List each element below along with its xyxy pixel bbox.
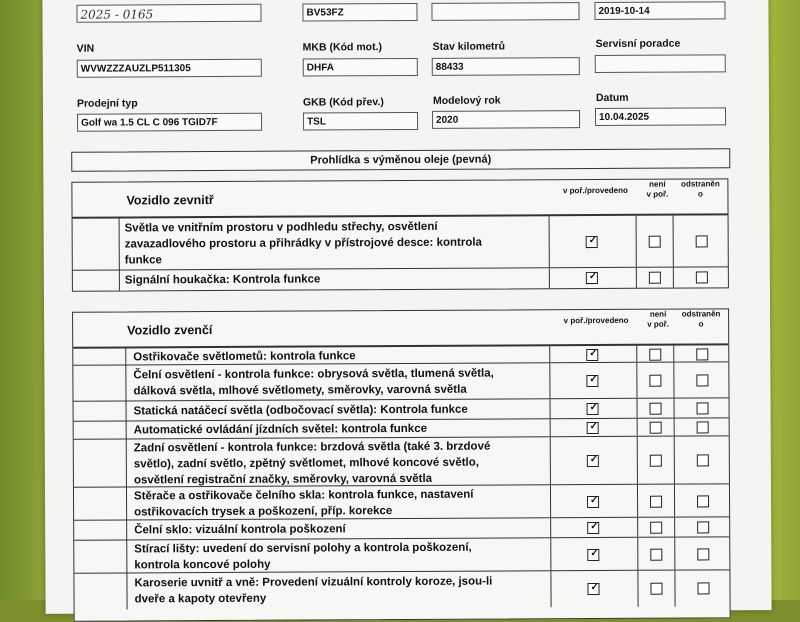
not_ok-cell <box>636 268 674 288</box>
not_ok-cell <box>637 399 675 418</box>
fixed-checkbox[interactable] <box>697 521 709 533</box>
done-cell <box>549 268 637 288</box>
date-label: Datum <box>595 91 629 105</box>
checklist-item-text <box>134 521 346 538</box>
not_ok-cell <box>636 216 674 267</box>
checklist-item-line: Signální houkačka: Kontrola funkce <box>124 273 321 287</box>
vin-field[interactable]: WVWZZZAUZLP511305 <box>77 59 262 78</box>
checklist-item-text <box>134 439 491 489</box>
checklist-item-line: dálková světla, mlhové světlomety, směrovky, varovná světla <box>133 383 467 398</box>
checklist-item-text <box>134 402 468 420</box>
done-checkbox[interactable] <box>587 522 599 534</box>
checkmark-icon: ✓ <box>589 421 599 433</box>
checkmark-icon: ✓ <box>588 271 598 283</box>
not-ok-checkbox[interactable] <box>649 349 661 361</box>
not-ok-checkbox[interactable] <box>650 403 662 415</box>
row-divider <box>126 439 127 486</box>
checklist-item-line: ostřikovacích trysek a poškození, příp. korekce <box>134 505 393 519</box>
checklist-item-line: světlo), zadní světlo, zpětný světlomet, mlhové koncové světlo, <box>133 456 479 471</box>
checklist-item-line: osvětlení registrační značky, směrovky, varovná světla <box>133 472 433 487</box>
model-year-field[interactable]: 2020 <box>432 110 580 129</box>
checklist-row <box>74 436 729 487</box>
row-divider <box>126 487 127 519</box>
fixed-cell <box>673 267 730 287</box>
checkmark-icon: ✓ <box>590 581 599 594</box>
checkmark-icon: ✓ <box>589 348 598 360</box>
mkb-field[interactable]: DHFA <box>303 58 418 77</box>
col-done-label: v poř./provedeno <box>562 185 628 196</box>
checkmark-icon: ✓ <box>589 454 599 466</box>
checklist-item-line: kontrola koncové polohy <box>134 558 271 572</box>
checklist-item-text <box>134 487 474 521</box>
km-label: Stav kilometrů <box>432 40 506 53</box>
not_ok-cell <box>637 485 675 517</box>
row-divider <box>126 540 127 572</box>
checklist-row <box>74 537 729 573</box>
section-exterior <box>72 308 731 621</box>
license-plate-field[interactable]: BV53FZ <box>302 3 417 22</box>
section-exterior-title: Vozidlo zvenčí <box>127 323 213 338</box>
fixed-cell <box>673 362 730 397</box>
done-cell <box>550 399 638 418</box>
fixed-cell <box>673 345 730 361</box>
done-checkbox[interactable] <box>587 403 599 415</box>
checklist-item-text <box>125 219 482 269</box>
advisor-label: Servisní poradce <box>595 37 681 51</box>
fixed-checkbox[interactable] <box>697 582 709 594</box>
checkmark-icon: ✓ <box>589 402 598 414</box>
checkmark-icon: ✓ <box>590 547 599 560</box>
checklist-item-line: Čelní osvětlení - kontrola funkce: obrysová světla, tlumená světla, <box>133 367 494 382</box>
checklist-row <box>73 267 728 290</box>
checklist-item-line: Statická natáčecí světla (odbočovací světla): Kontrola funkce <box>133 403 468 418</box>
row-divider <box>119 271 120 291</box>
km-field[interactable]: 88433 <box>432 57 580 76</box>
checklist-item-line: zavazadlového prostoru a přihrádky v přístrojové desce: kontrola <box>124 236 482 251</box>
first-registration-field[interactable]: 2019-10-14 <box>594 1 725 20</box>
not-ok-checkbox[interactable] <box>649 375 661 387</box>
not_ok-cell <box>637 419 675 436</box>
fixed-cell <box>674 517 731 536</box>
checklist-item-text <box>125 271 321 288</box>
checklist-item-line: Stěrače a ostřikovače čelního skla: kontrola funkce, nastavení <box>133 488 474 503</box>
date-field[interactable]: 10.04.2025 <box>595 107 726 126</box>
checklist-item-text <box>134 540 472 574</box>
checklist-item-line: dveře a kapoty otevřeny <box>134 592 267 606</box>
section-interior-title: Vozidlo zevnitř <box>126 193 214 208</box>
not_ok-cell <box>636 363 674 398</box>
advisor-field[interactable] <box>595 54 726 73</box>
col-fixed-label: odstraněn o <box>681 309 721 329</box>
done-checkbox[interactable] <box>586 272 598 284</box>
inspection-title: Prohlídka s výměnou oleje (pevná) <box>71 148 730 171</box>
fixed-checkbox[interactable] <box>696 374 708 386</box>
col-fixed-label: odstraněn o <box>681 179 720 199</box>
not-ok-checkbox[interactable] <box>650 583 662 595</box>
done-checkbox[interactable] <box>587 422 599 434</box>
fixed-cell <box>674 436 731 483</box>
checklist-item-line: Ostřikovače světlometů: kontrola funkce <box>133 350 356 364</box>
checkmark-icon: ✓ <box>588 235 598 247</box>
done-cell <box>550 419 638 436</box>
done-cell <box>550 571 638 607</box>
not_ok-cell <box>637 437 675 484</box>
checklist-item-line: Světla ve vnitřním prostoru v podhledu střechy, osvětlení <box>124 220 438 235</box>
checklist-row <box>74 570 729 609</box>
fixed-checkbox[interactable] <box>697 548 709 560</box>
checklist-row <box>73 362 728 401</box>
not-ok-checkbox[interactable] <box>650 549 662 561</box>
done-cell <box>549 216 637 267</box>
fixed-cell <box>674 484 731 516</box>
fixed-checkbox[interactable] <box>697 454 709 466</box>
sales-type-label: Prodejní typ <box>76 97 138 110</box>
done-cell <box>550 437 638 484</box>
not_ok-cell <box>636 346 674 362</box>
done-checkbox[interactable] <box>587 496 599 508</box>
section-exterior-header <box>73 309 728 348</box>
col-not-ok-label: není v poř. <box>647 309 670 329</box>
not_ok-cell <box>637 538 675 570</box>
done-checkbox[interactable] <box>587 583 599 595</box>
checklist-item-text <box>133 348 355 365</box>
done-cell <box>550 538 638 570</box>
done-checkbox[interactable] <box>586 375 598 387</box>
fixed-checkbox[interactable] <box>697 421 709 433</box>
not-ok-checkbox[interactable] <box>650 496 662 508</box>
mkb-label: MKB (Kód mot.) <box>302 41 383 54</box>
done-cell <box>549 346 637 362</box>
not-ok-checkbox[interactable] <box>650 422 662 434</box>
fixed-checkbox[interactable] <box>697 495 709 507</box>
section-interior-header <box>72 179 727 218</box>
not_ok-cell <box>637 571 675 607</box>
fixed-checkbox[interactable] <box>696 348 708 360</box>
vin-label: VIN <box>76 42 95 55</box>
col-not-ok-label: není v poř. <box>646 179 669 199</box>
done-checkbox[interactable] <box>586 236 598 248</box>
row-divider <box>125 365 126 400</box>
checklist-item-line: Čelní sklo: vizuální kontrola poškození <box>134 523 346 537</box>
not-ok-checkbox[interactable] <box>650 522 662 534</box>
checkmark-icon: ✓ <box>589 374 598 386</box>
done-cell <box>550 485 638 517</box>
checkmark-icon: ✓ <box>590 495 599 507</box>
not-ok-checkbox[interactable] <box>649 272 661 284</box>
done-checkbox[interactable] <box>587 549 599 561</box>
row-divider <box>126 401 127 420</box>
inspection-form <box>42 0 771 614</box>
fixed-checkbox[interactable] <box>696 271 708 283</box>
sales-type-field[interactable]: Golf wa 1.5 CL C 096 TGID7F <box>77 113 262 132</box>
row-divider <box>126 573 127 609</box>
row-divider <box>126 520 127 539</box>
fixed-cell <box>674 418 731 435</box>
checklist-item-line: Stírací lišty: uvedení do servisní polohy a kontrola poškození, <box>134 541 472 556</box>
row-divider <box>119 219 120 270</box>
fixed-cell <box>673 215 730 266</box>
checklist-item-line: funkce <box>124 254 162 267</box>
checklist-item-line: Karoserie uvnitř a vně: Provedení vizuální kontroly koroze, jsou-li <box>134 575 493 590</box>
checklist-row <box>73 215 728 270</box>
checklist-item-text <box>134 574 492 608</box>
checklist-item-text <box>133 366 494 400</box>
section-interior <box>71 178 729 291</box>
gkb-field[interactable]: TSL <box>303 112 418 131</box>
row-divider <box>125 348 126 364</box>
fixed-cell <box>674 398 731 417</box>
done-cell <box>550 518 638 537</box>
checkmark-icon: ✓ <box>590 521 599 533</box>
empty-field[interactable] <box>431 2 579 21</box>
done-checkbox[interactable] <box>586 349 598 361</box>
gkb-label: GKB (Kód přev.) <box>302 96 384 109</box>
fixed-cell <box>674 537 731 569</box>
not-ok-checkbox[interactable] <box>649 236 661 248</box>
order-number-field[interactable]: 2025 - 0165 <box>76 4 261 23</box>
not_ok-cell <box>637 518 675 537</box>
fixed-cell <box>674 570 731 606</box>
col-done-label: v poř./provedeno <box>563 315 629 326</box>
fixed-checkbox[interactable] <box>696 235 708 247</box>
done-checkbox[interactable] <box>587 455 599 467</box>
model-year-label: Modelový rok <box>432 94 501 107</box>
checklist-item-line: Automatické ovládání jízdních světel: kontrola funkce <box>133 422 428 437</box>
checklist-row <box>74 484 729 520</box>
row-divider <box>126 421 127 438</box>
not-ok-checkbox[interactable] <box>650 455 662 467</box>
done-cell <box>549 363 637 398</box>
checklist-item-line: Zadní osvětlení - kontrola funkce: brzdová světla (také 3. brzdové <box>133 440 491 455</box>
checklist-item-text <box>134 421 427 439</box>
fixed-checkbox[interactable] <box>697 402 709 414</box>
